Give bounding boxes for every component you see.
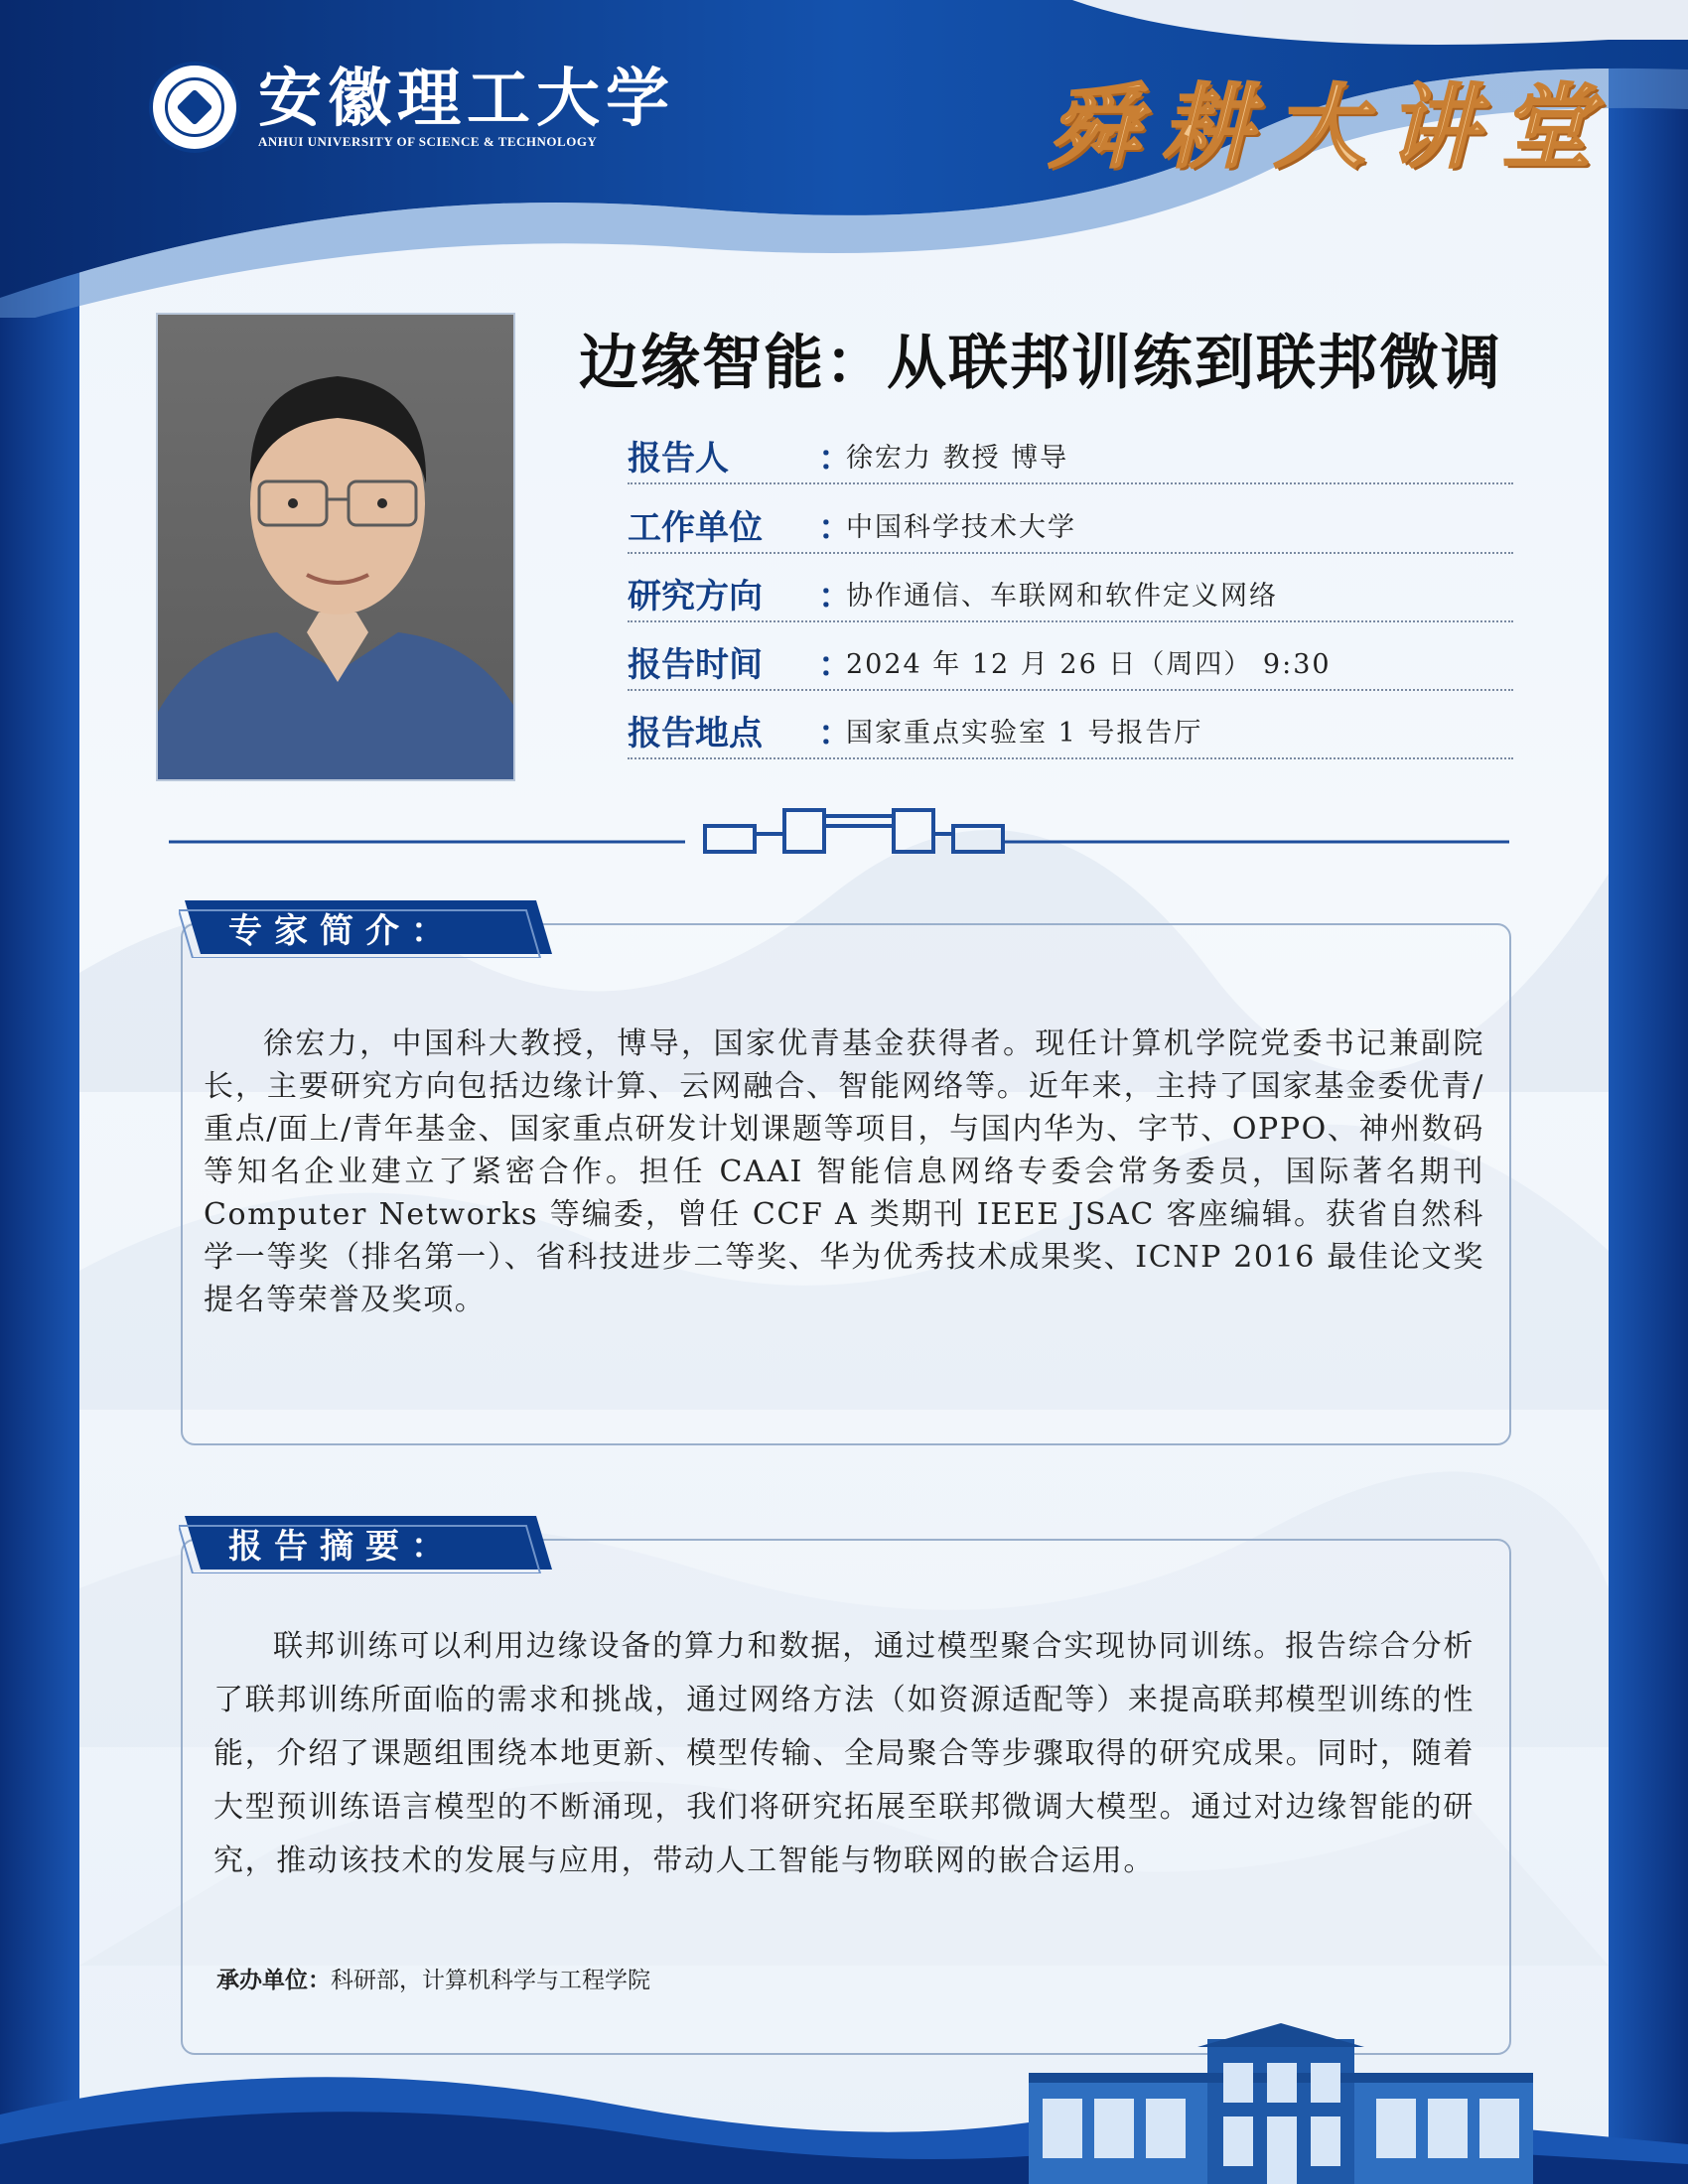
info-label-speaker: 报告人	[628, 438, 729, 478]
bio-heading: 专家简介：	[228, 911, 457, 951]
info-row-location: 报告地点 ： 国家重点实验室 1 号报告厅	[628, 702, 1513, 759]
host-value: 科研部，计算机科学与工程学院	[331, 1968, 650, 1993]
talk-title: 边缘智能：从联邦训练到联邦微调	[579, 329, 1502, 398]
info-label-research: 研究方向	[628, 576, 763, 616]
info-value-location: 国家重点实验室 1 号报告厅	[846, 717, 1203, 749]
host-label: 承办单位：	[216, 1968, 331, 1993]
info-row-research: 研究方向 ： 协作通信、车联网和软件定义网络	[628, 565, 1513, 622]
info-row-speaker: 报告人 ： 徐宏力 教授 博导	[628, 427, 1513, 484]
abstract-text: 联邦训练可以利用边缘设备的算力和数据，通过模型聚合实现协同训练。报告综合分析了联邦训练所面临的需求和挑战，通过网络方法（如资源适配等）来提高联邦模型训练的性能，介绍了课题组围绕本地更新、模型传输、全局聚合等步骤取得的研究成果。同时，随着大型预训练语言模型的不断涌现，我们将研究拓展至联邦微调大模型。通过对边缘智能的研究，推动该技术的发展与应用，带动人工智能与物联网的嵌合运用。	[213, 1629, 1475, 1878]
info-row-affiliation: 工作单位 ： 中国科学技术大学	[628, 496, 1513, 554]
left-frame-border	[0, 0, 79, 2184]
campus-building-icon	[1029, 2019, 1533, 2184]
bio-text: 徐宏力，中国科大教授，博导，国家优青基金获得者。现任计算机学院党委书记兼副院长，主要研究方向包括边缘计算、云网融合、智能网络等。近年来，主持了国家基金委优青/重点/面上/青年基金、国家重点研发计划课题等项目，与国内华为、字节、OPPO、神州数码等知名企业建立了紧密合作。担任 CAAI 智能信息网络专委会常务委员，国际著名期刊 Computer Networks 等编委，曾任 CCF A 类期刊 IEEE JSAC 客座编辑。获省自然科学一等奖（排名第一）、省科技进步二等奖、华为优秀技术成果奖、ICNP 2016 最佳论文奖提名等荣誉及奖项。	[204, 1026, 1484, 1317]
university-seal-icon	[149, 62, 240, 153]
right-frame-border	[1609, 0, 1688, 2184]
info-value-research: 协作通信、车联网和软件定义网络	[846, 580, 1278, 612]
info-value-affiliation: 中国科学技术大学	[846, 511, 1076, 543]
info-label-affiliation: 工作单位	[628, 507, 763, 548]
lecture-series-banner: 舜耕大讲堂	[1048, 73, 1615, 181]
speaker-portrait-icon	[158, 315, 515, 781]
info-value-time: 2024 年 12 月 26 日（周四） 9:30	[846, 648, 1332, 680]
info-value-speaker: 徐宏力 教授 博导	[846, 442, 1069, 474]
info-label-location: 报告地点	[628, 713, 763, 753]
speaker-photo	[156, 313, 515, 781]
campus-gate-icon	[705, 810, 1003, 852]
info-label-time: 报告时间	[628, 644, 763, 685]
university-name-cn: 安徽理工大学	[258, 62, 675, 136]
info-row-time: 报告时间 ： 2024 年 12 月 26 日（周四） 9:30	[628, 633, 1513, 691]
university-logo	[149, 62, 675, 153]
host-organizer	[216, 1962, 650, 1994]
abstract-heading: 报告摘要：	[228, 1527, 457, 1567]
gate-divider	[169, 804, 1509, 874]
university-name-en: ANHUI UNIVERSITY OF SCIENCE & TECHNOLOGY	[258, 134, 598, 149]
